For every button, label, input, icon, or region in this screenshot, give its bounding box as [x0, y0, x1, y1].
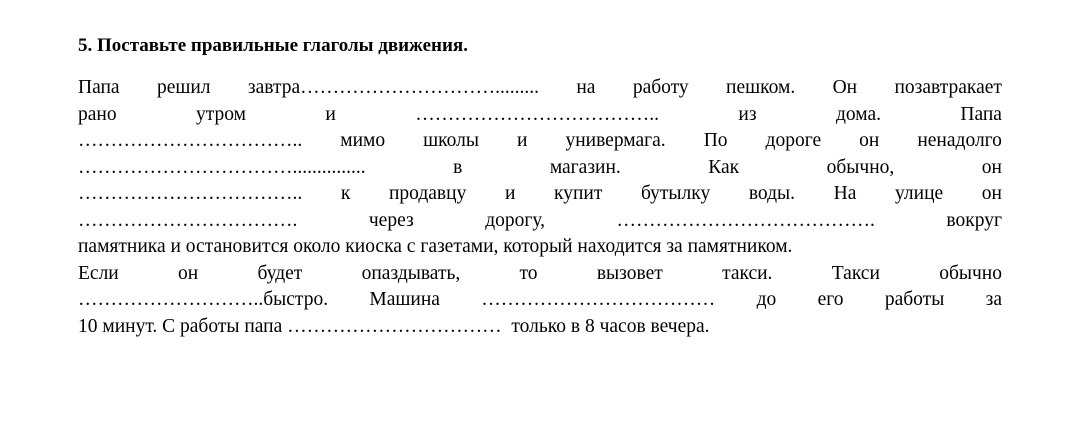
line-5-text-word: На [833, 183, 857, 204]
text-line-6 [78, 208, 1002, 235]
word: Папа [960, 103, 1002, 125]
line-1-text-word: пешком. [726, 77, 796, 98]
text-line-8 [78, 261, 1002, 288]
line-9-text-word: до [756, 289, 777, 310]
line-1-text-word: Он [832, 77, 858, 98]
blank: ……………………………............... [78, 156, 366, 178]
line-3-text-word: мимо [340, 130, 386, 151]
line-3-text-word: По [703, 130, 728, 151]
line-3-text-word: …………………………….. [78, 130, 303, 151]
word: из [738, 103, 757, 125]
word: Если [78, 262, 119, 284]
line-1-text-word: работу [632, 77, 689, 98]
word: дома. [835, 103, 881, 125]
word: он [981, 156, 1002, 178]
line-5-text-word: к [340, 183, 351, 204]
text-line-9 [78, 287, 1002, 314]
line-3-text-word: дороге [765, 130, 822, 151]
line-1-text-word: на [576, 77, 596, 98]
word: опаздывать, [361, 262, 461, 284]
word: обычно, [826, 156, 895, 178]
word: и [325, 103, 336, 125]
line-9-text-word: его [817, 289, 844, 310]
line-5-text-word: улице [895, 183, 944, 204]
word: рано [78, 103, 117, 125]
text-line-4 [78, 155, 1002, 182]
line-6-text-word: …………………………………. [616, 209, 875, 231]
line-10-text: 10 минут. С работы папа …………………………… только в 8 часов вечера. [78, 315, 710, 337]
exercise-block [78, 34, 1002, 340]
line-6-text-word: вокруг [946, 209, 1002, 231]
line-9-text-word: ……………………………… [481, 289, 716, 310]
word: утром [196, 103, 246, 125]
line-5-text-word: воды. [748, 183, 796, 204]
word: такси. [722, 262, 773, 284]
line-5-text-word: …………………………….. [78, 183, 303, 204]
line-3-text-word: универмага. [565, 130, 666, 151]
word: магазин. [549, 156, 621, 178]
line-5-text-word: купит [554, 183, 603, 204]
line-6-text-word: ……………………………. [78, 209, 298, 231]
line-3-text-word: ненадолго [917, 130, 1002, 151]
word: будет [257, 262, 303, 284]
line-7-text: памятника и остановится около киоска с газетами, который находится за памятником. [78, 236, 793, 257]
text-line-10 [78, 314, 1002, 341]
word: то [519, 262, 538, 284]
line-1-text-word: Папа [78, 77, 120, 98]
line-3-text-word: он [859, 130, 880, 151]
word: Такси [831, 262, 880, 284]
line-1-text-word: решил [156, 77, 211, 98]
text-line-3 [78, 128, 1002, 155]
line-5-text-word: продавцу [388, 183, 467, 204]
line-5-text-word: и [504, 183, 516, 204]
text-line-7 [78, 234, 1002, 261]
line-9-text-word: Машина [369, 289, 440, 310]
text-line-5 [78, 181, 1002, 208]
line-9-text-word: работы [884, 289, 945, 310]
line-1-text-word: завтра…………………………......... [247, 77, 540, 98]
blank: ……………………………….. [415, 103, 659, 125]
line-6-text-word: дорогу, [485, 209, 546, 231]
line-6-text-word: через [368, 209, 414, 231]
line-5-text-word: бутылку [640, 183, 711, 204]
text-line-1 [78, 75, 1002, 102]
line-3-text-word: школы [423, 130, 479, 151]
line-1-text-word: позавтракает [894, 77, 1002, 98]
line-9-text-word: за [985, 289, 1002, 310]
line-9-text-word: ………………………..быстро. [78, 289, 329, 310]
word: он [178, 262, 199, 284]
word: обычно [939, 262, 1002, 284]
exercise-title: 5. Поставьте правильные глаголы движения. [78, 35, 468, 56]
word: Как [708, 156, 740, 178]
line-5-text-word: он [981, 183, 1002, 204]
text-line-2 [78, 102, 1002, 129]
line-3-text-word: и [517, 130, 528, 151]
word: в [453, 156, 463, 178]
word: вызовет [596, 262, 663, 284]
